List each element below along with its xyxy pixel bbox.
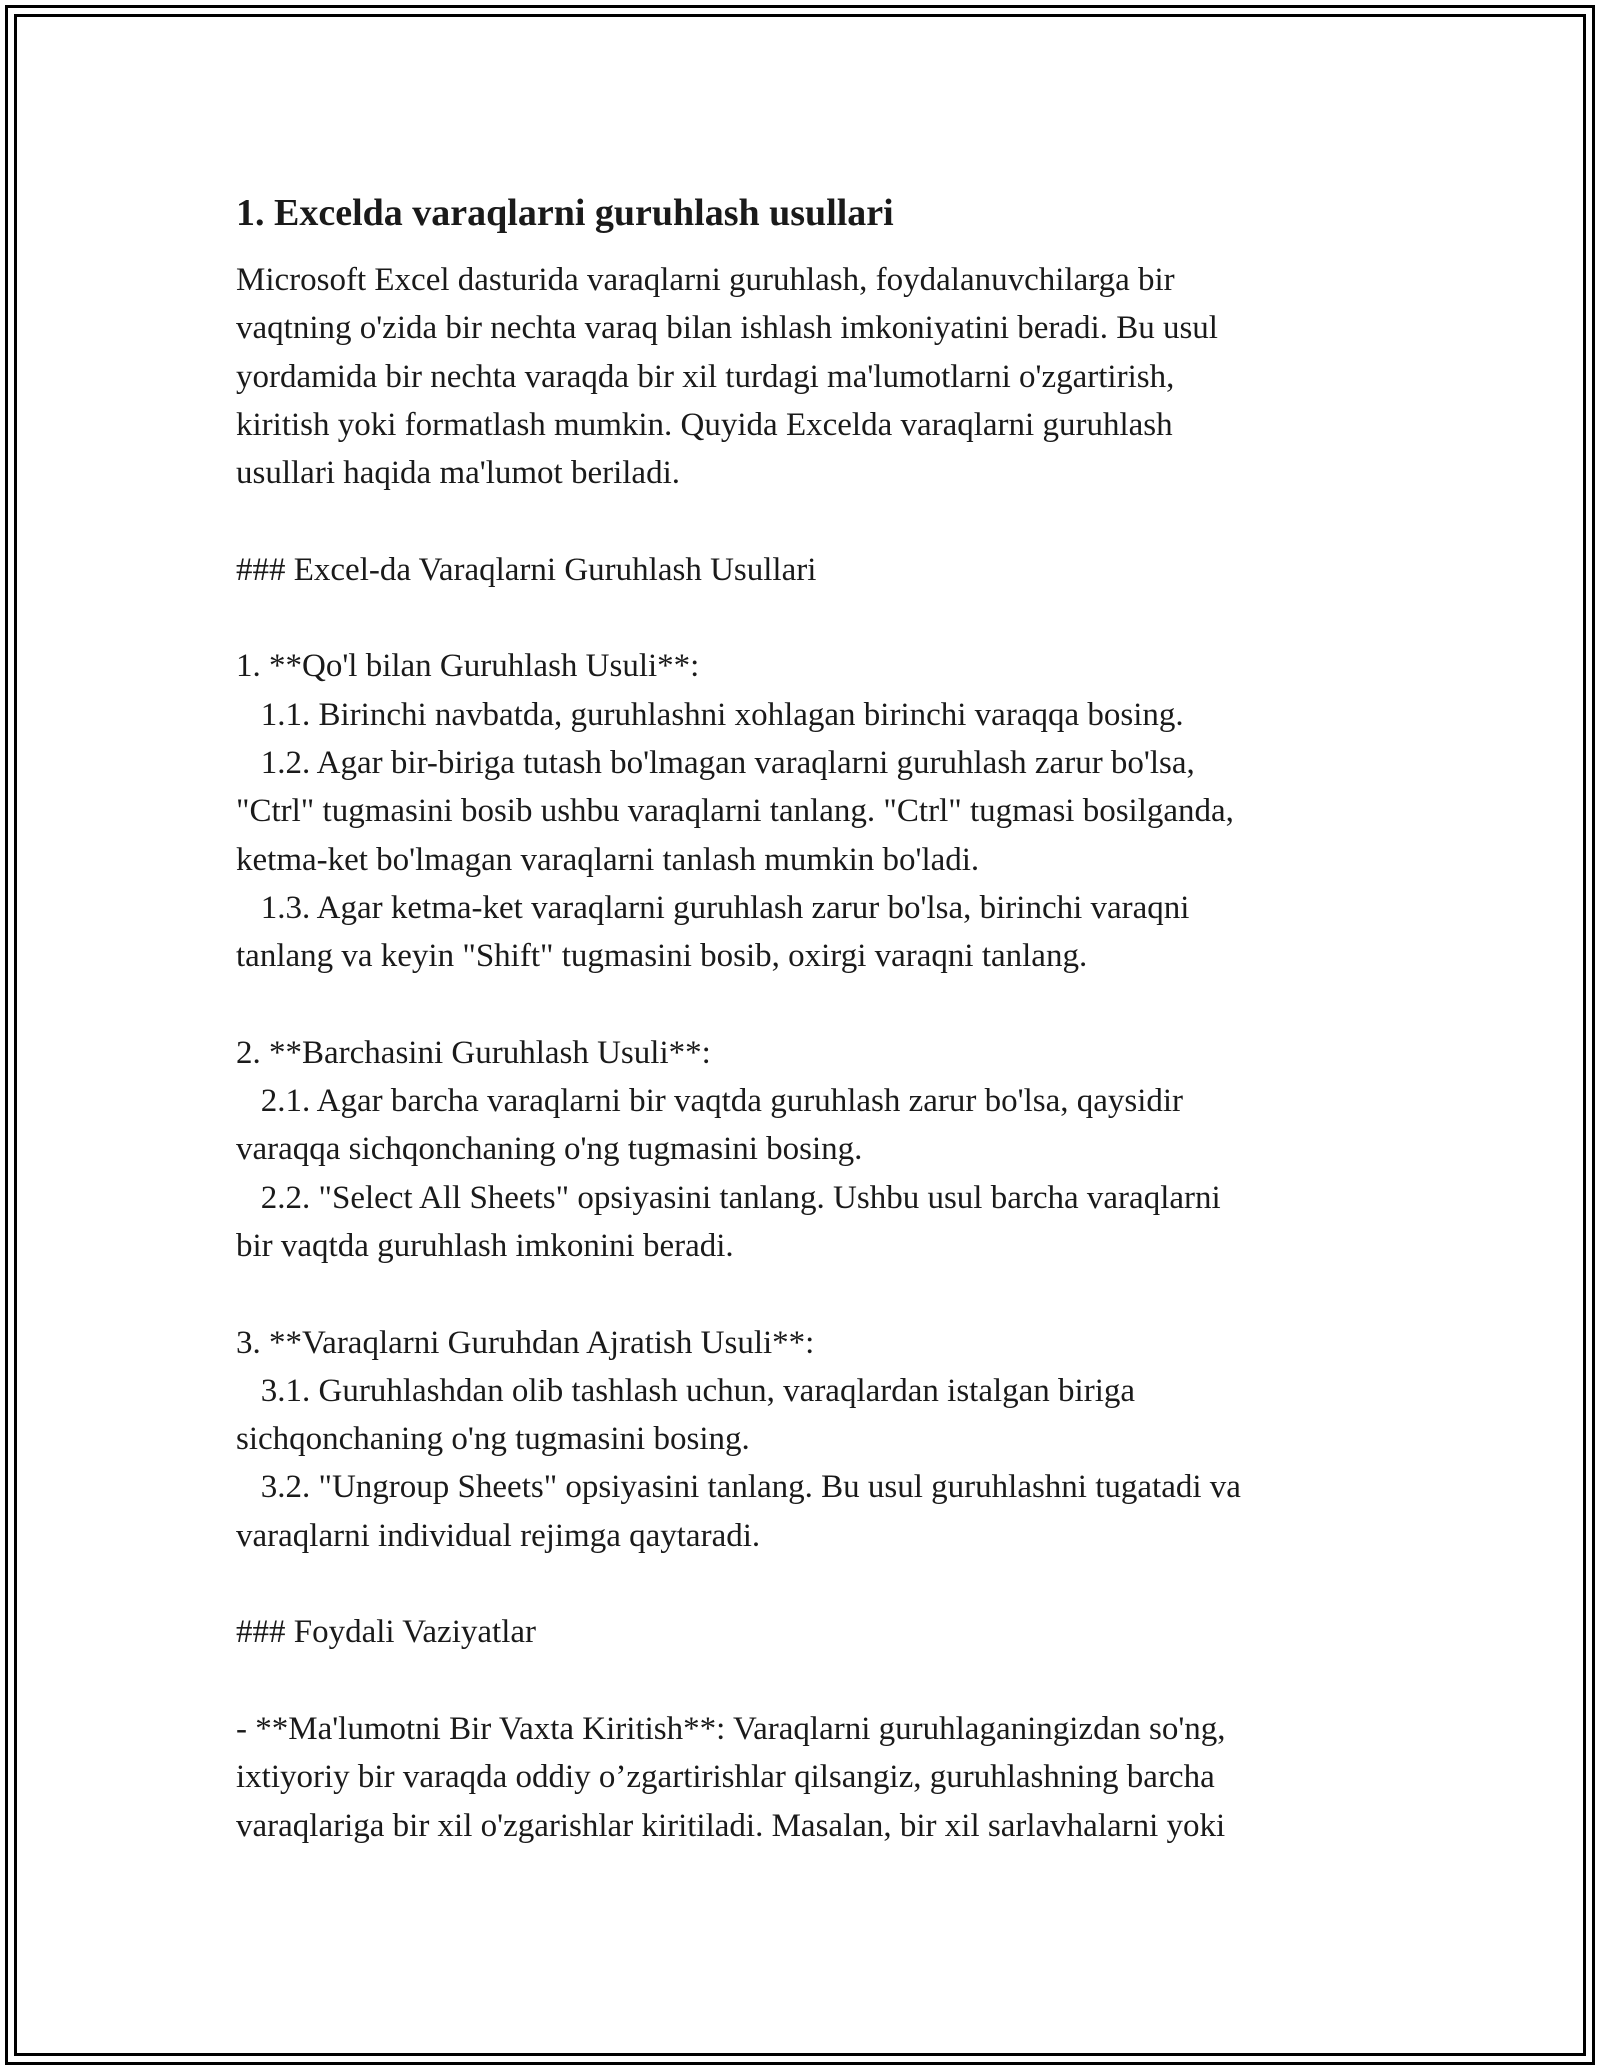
bullet-line: varaqlariga bir xil o'zgarishlar kiritiladi. Masalan, bir xil sarlavhalarni yoki (236, 1807, 1226, 1844)
method-line: bir vaqtda guruhlash imkonini beradi. (236, 1227, 734, 1264)
spacer (236, 980, 1386, 1028)
method-line: varaqlarni individual rejimga qaytaradi. (236, 1517, 761, 1554)
intro-line: usullari haqida ma'lumot beriladi. (236, 455, 681, 492)
method-block-1 (236, 642, 1386, 980)
section-title: ### Excel-da Varaqlarni Guruhlash Usullari (236, 551, 817, 588)
method-line: ketma-ket bo'lmagan varaqlarni tanlash mumkin bo'ladi. (236, 841, 980, 878)
method-line: tanlang va keyin "Shift" tugmasini bosib, oxirgi varaqni tanlang. (236, 938, 1088, 975)
method-line: "Ctrl" tugmasini bosib ushbu varaqlarni tanlang. "Ctrl" tugmasi bosilganda, (236, 793, 1234, 830)
method-title: 3. **Varaqlarni Guruhdan Ajratish Usuli**: (236, 1324, 815, 1361)
bullet-line: ixtiyoriy bir varaqda oddiy o’zgartirishlar qilsangiz, guruhlashning barcha (236, 1759, 1215, 1796)
intro-line: yordamida bir nechta varaqda bir xil turdagi ma'lumotlarni o'zgartirish, (236, 358, 1175, 395)
document-body (236, 188, 1386, 1850)
document-heading: 1. Excelda varaqlarni guruhlash usullari (236, 192, 894, 234)
spacer (236, 497, 1386, 545)
spacer (236, 1657, 1386, 1705)
method-line: 1.2. Agar bir-biriga tutash bo'lmagan varaqlarni guruhlash zarur bo'lsa, (236, 744, 1195, 781)
method-line: sichqonchaning o'ng tugmasini bosing. (236, 1421, 750, 1458)
method-title: 2. **Barchasini Guruhlash Usuli**: (236, 1034, 711, 1071)
spacer (236, 594, 1386, 642)
method-block-3 (236, 1319, 1386, 1560)
method-line: varaqqa sichqonchaning o'ng tugmasini bosing. (236, 1131, 863, 1168)
method-line: 3.2. "Ungroup Sheets" opsiyasini tanlang. Bu usul guruhlashni tugatadi va (236, 1469, 1241, 1506)
bullet-item (236, 1705, 1386, 1850)
method-line: 1.3. Agar ketma-ket varaqlarni guruhlash zarur bo'lsa, birinchi varaqni (236, 889, 1190, 926)
method-line: 1.1. Birinchi navbatda, guruhlashni xohlagan birinchi varaqqa bosing. (236, 696, 1184, 733)
method-line: 2.2. "Select All Sheets" opsiyasini tanlang. Ushbu usul barcha varaqlarni (236, 1179, 1221, 1216)
bullet-line: - **Ma'lumotni Bir Vaxta Kiritish**: Varaqlarni guruhlaganingizdan so'ng, (236, 1710, 1226, 1747)
method-line: 3.1. Guruhlashdan olib tashlash uchun, varaqlardan istalgan biriga (236, 1372, 1136, 1409)
method-title: 1. **Qo'l bilan Guruhlash Usuli**: (236, 648, 700, 685)
intro-line: vaqtning o'zida bir nechta varaq bilan ishlash imkoniyatini beradi. Bu usul (236, 310, 1218, 347)
intro-paragraph (236, 256, 1386, 497)
intro-line: kiritish yoki formatlash mumkin. Quyida Excelda varaqlarni guruhlash (236, 406, 1173, 443)
intro-line: Microsoft Excel dasturida varaqlarni guruhlash, foydalanuvchilarga bir (236, 262, 1175, 298)
spacer (236, 1560, 1386, 1608)
spacer (236, 1270, 1386, 1318)
section-title: ### Foydali Vaziyatlar (236, 1614, 536, 1651)
method-block-2 (236, 1029, 1386, 1270)
method-line: 2.1. Agar barcha varaqlarni bir vaqtda guruhlash zarur bo'lsa, qaysidir (236, 1083, 1184, 1120)
